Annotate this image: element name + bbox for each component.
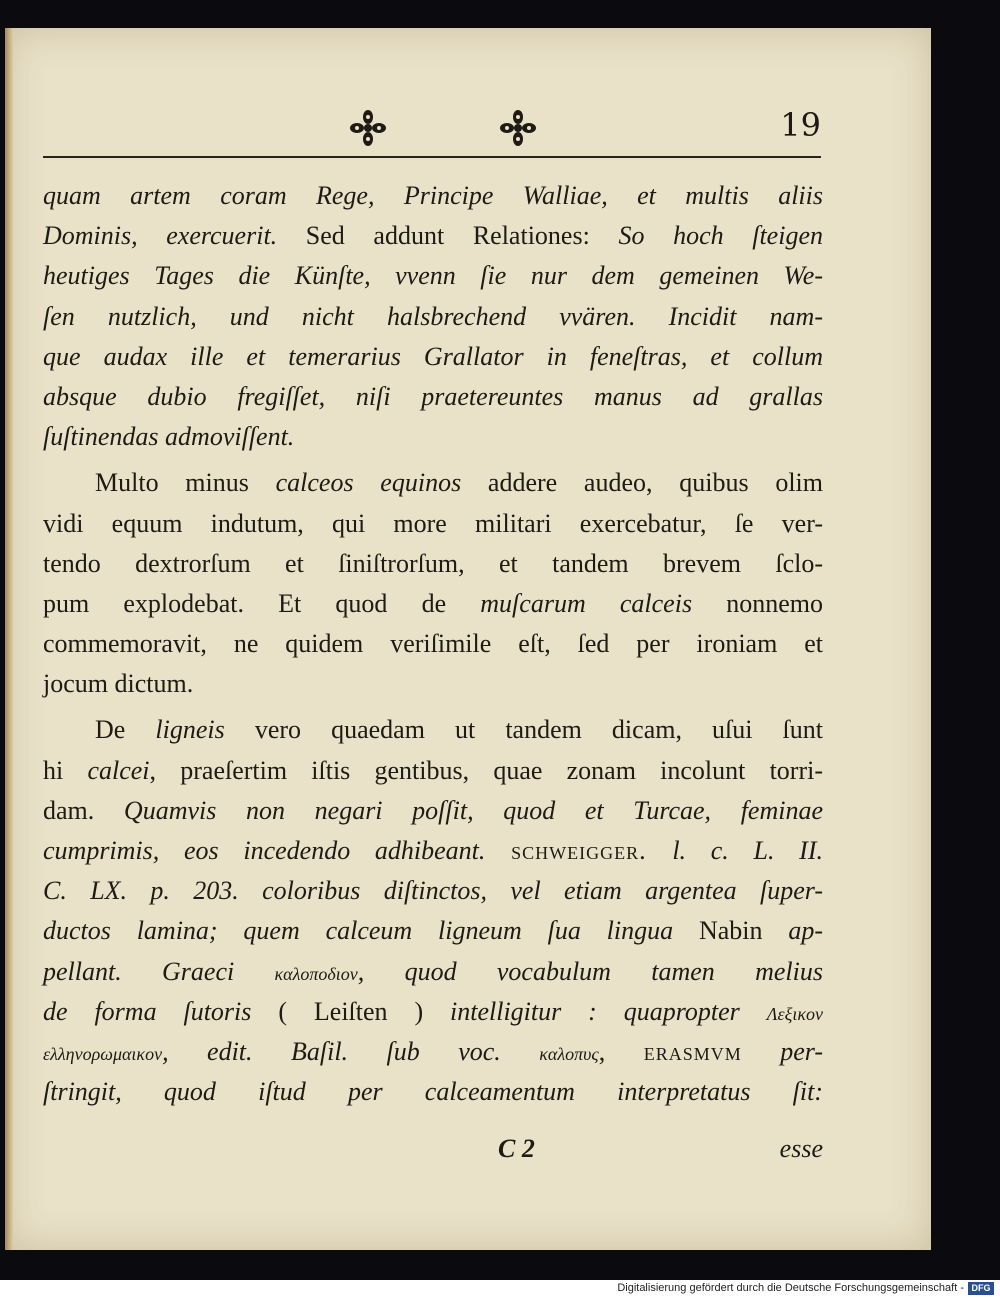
fleuron-icon xyxy=(498,108,538,148)
text-span: muſcarum calceis xyxy=(480,588,693,618)
text-line xyxy=(43,992,823,1032)
text-line xyxy=(43,952,823,992)
text-span: calceos equinos xyxy=(275,468,462,498)
text-span: pum explodebat. Et quod de xyxy=(43,588,481,618)
text-span: , edit. Baſil. ſub voc. xyxy=(162,1036,540,1066)
dfg-logo: DFG xyxy=(968,1282,994,1295)
text-line xyxy=(43,624,823,664)
text-line xyxy=(43,1032,823,1072)
text-span: , praeſertim iſtis gentibus, quae zonam incolunt torri- xyxy=(149,755,824,785)
text-line xyxy=(43,710,823,750)
page-number: 19 xyxy=(780,106,821,144)
text-line xyxy=(43,297,823,337)
text-span: Dominis, exercuerit. xyxy=(43,221,278,251)
text-span: De xyxy=(95,715,156,745)
funding-bar xyxy=(0,1280,1000,1298)
text-span: erasmvm xyxy=(643,1036,742,1066)
text-span: dam. xyxy=(43,795,124,825)
text-line xyxy=(43,463,823,503)
text-span: ap- xyxy=(788,916,823,946)
text-span: commemoravit, ne quidem veriſimile eſt, ſed per ironiam et xyxy=(43,629,823,659)
text-line xyxy=(43,544,823,584)
signature-mark: C 2 xyxy=(498,1134,535,1163)
text-line xyxy=(43,751,823,791)
text-line xyxy=(43,176,823,216)
text-span: vidi equum indutum, qui more militari exercebatur, ſe ver- xyxy=(43,508,823,538)
text-span: quam artem coram Rege, Principe Walliae, et multis aliis xyxy=(43,181,823,210)
text-line xyxy=(43,256,823,296)
text-line xyxy=(43,417,823,457)
text-line xyxy=(43,504,823,544)
catchword: esse xyxy=(779,1134,823,1163)
text-span: ελληνορωμαικον xyxy=(43,1043,163,1064)
text-span: heutiges Tages die Künſte, vvenn ſie nur dem gemeinen We- xyxy=(43,261,823,291)
text-span: addere audeo, quibus olim xyxy=(461,468,823,498)
text-line xyxy=(43,584,823,624)
text-span: schweigger. xyxy=(485,836,673,865)
text-line xyxy=(43,791,823,831)
text-span: So hoch ſteigen xyxy=(618,221,823,251)
funding-notice: Digitalisierung gefördert durch die Deutsche Forschungsgemeinschaft - xyxy=(617,1282,964,1294)
text-span: nonnemo xyxy=(692,588,824,618)
book-page xyxy=(5,28,931,1250)
text-span: tendo dextrorſum et ſiniſtrorſum, et tandem brevem ſclo- xyxy=(43,548,823,578)
text-span: ligneis xyxy=(155,715,225,745)
text-span: Nabin xyxy=(673,916,789,946)
text-span: Multo minus xyxy=(95,468,276,498)
text-span: calcei xyxy=(87,755,150,785)
text-span: jocum dictum. xyxy=(43,669,194,699)
text-span: ductos lamina; quem calceum ligneum ſua lingua xyxy=(43,916,674,946)
text-span: hi xyxy=(43,755,88,785)
text-span: Sed addunt Relationes: xyxy=(277,221,619,251)
text-span: , xyxy=(598,1036,644,1066)
body-text xyxy=(43,176,823,1112)
text-span: intelligitur : quapropter xyxy=(450,996,767,1026)
text-span: Λεξικον xyxy=(766,1003,823,1024)
text-span: ſuſtinendas admoviſſent. xyxy=(43,422,295,452)
header-rule xyxy=(43,156,821,158)
running-header xyxy=(43,88,821,158)
text-span: l. c. L. II. xyxy=(672,836,824,865)
fleuron-icon xyxy=(348,108,388,148)
text-line xyxy=(43,664,823,704)
text-line xyxy=(43,911,823,951)
text-span: pellant. Graeci xyxy=(43,956,275,986)
text-line xyxy=(43,337,823,377)
text-line xyxy=(43,831,823,871)
text-span: vero quaedam ut tandem dicam, uſui ſunt xyxy=(224,715,823,745)
text-span: , quod vocabulum tamen melius xyxy=(357,956,823,986)
text-span: ſtringit, quod iſtud per calceamentum interpretatus ſit: xyxy=(43,1077,823,1107)
text-line xyxy=(43,377,823,417)
text-line xyxy=(43,1072,823,1112)
text-span: ſen nutzlich, und nicht halsbrechend vvären. Incidit nam- xyxy=(43,301,823,331)
text-span: que audax ille et temerarius Grallator in feneſtras, et collum xyxy=(43,341,823,371)
text-span: ( Leiſten ) xyxy=(251,996,451,1026)
text-line xyxy=(43,216,823,256)
text-span: absque dubio fregiſſet, niſi praetereuntes manus ad grallas xyxy=(43,381,823,411)
text-span: cumprimis, eos incedendo adhibeant. xyxy=(43,836,486,865)
text-span: C. LX. p. 203. coloribus diſtinctos, vel etiam argentea ſuper- xyxy=(43,876,823,906)
text-span: Quamvis non negari poſſit, quod et Turcae, feminae xyxy=(123,795,823,825)
text-span: per- xyxy=(741,1036,823,1066)
text-span: καλοποδιον xyxy=(274,963,358,984)
text-span: καλοπυς xyxy=(539,1043,599,1064)
page-footer xyxy=(43,1134,823,1174)
page-gutter-edge xyxy=(5,28,13,1250)
text-line xyxy=(43,871,823,911)
text-span: de forma ſutoris xyxy=(43,996,252,1026)
